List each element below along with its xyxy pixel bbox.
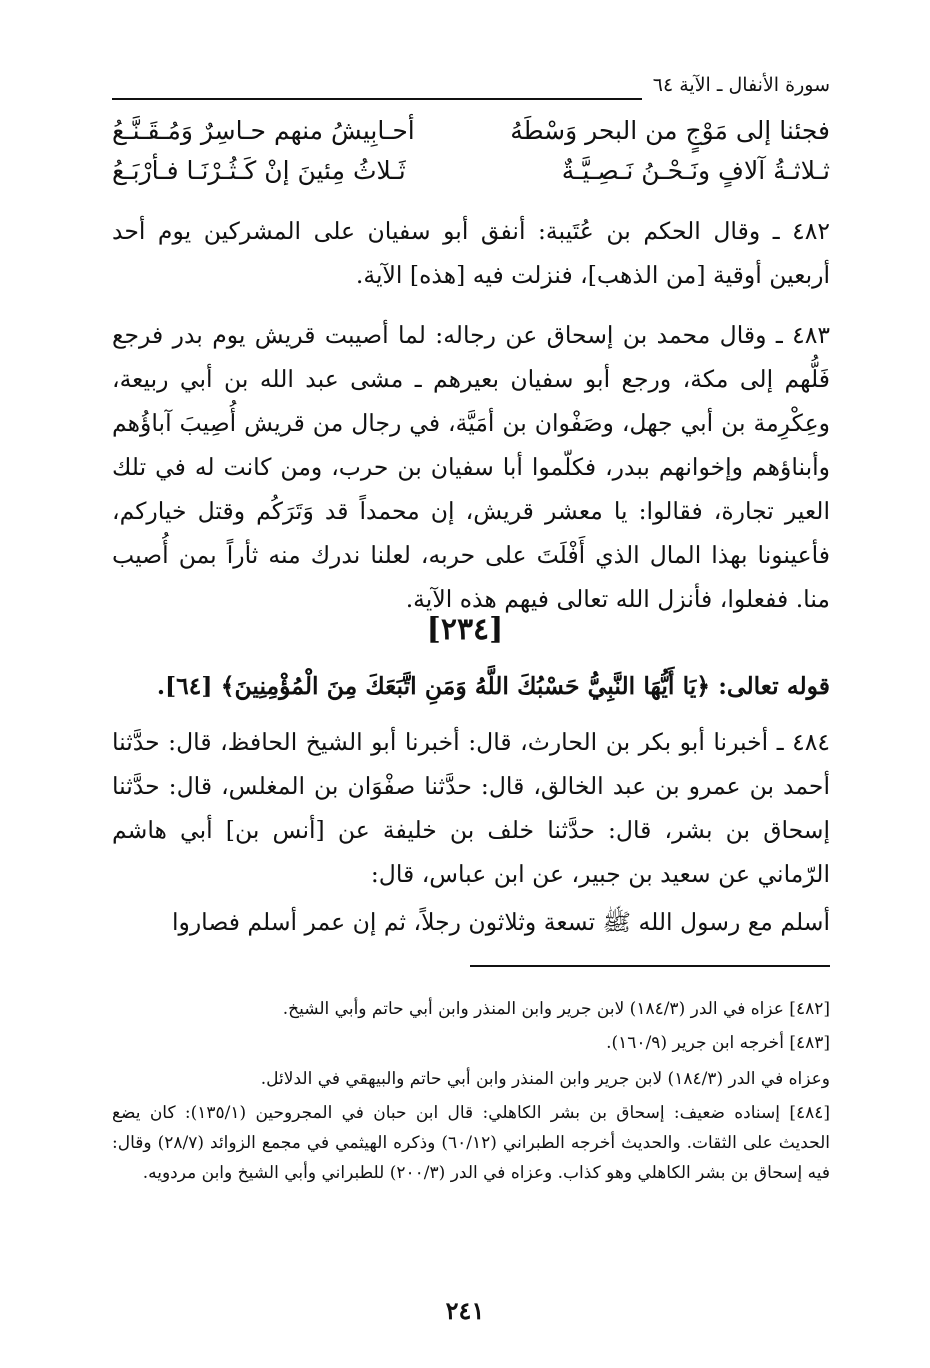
narration-484-text: أسلم مع رسول الله ﷺ تسعة وثلاثون رجلاً، ثم إن عمر أسلم فصاروا (171, 908, 830, 936)
footnote-separator (470, 965, 830, 967)
section-number: [٢٣٤] (426, 612, 504, 647)
poem-hemistich: ثـلاثـةُ آلافٍ ونَـحْـنُ نَـصِـيَّـةٌ (561, 156, 830, 185)
poem-hemistich: أحـابِيشُ منهم حـاسِرٌ وَمُـقَـنَّـعُ (112, 116, 415, 145)
narration-482: ٤٨٢ ـ وقال الحكم بن عُتَيبة: أنفق أبو سفيان على المشركين يوم أحد أربعين أوقية [من الذهب]، فنزلت فيه [هذه] الآية. (112, 217, 830, 289)
poem-hemistich: ثَـلاثُ مِئينَ إنْ كَـثُـرْنَـا فـأرْبَـعُ (112, 156, 406, 185)
footnote: [٤٨٣] أخرجه ابن جرير (١٦٠/٩). (606, 1033, 830, 1053)
narration-484: ٤٨٤ ـ أخبرنا أبو بكر بن الحارث، قال: أخبرنا أبو الشيخ الحافظ، قال: حدَّثنا أحمد بن عمرو بن عبد الخالق، قال: حدَّثنا صفْوَان بن المغلس، قال: حدَّثنا إسحاق بن بشر، قال: حدَّثنا خلف بن خليفة عن [أنس بن] أبي هاشم الرّماني عن سعيد بن جبير، عن ابن عباس، قال: (112, 728, 830, 888)
poem-hemistich: فجئنا إلى مَوْجٍ من البحر وَسْطَهُ (510, 116, 830, 145)
footnote: [٤٨٤] إسناده ضعيف: إسحاق بن بشر الكاهلي: قال ابن حبان في المجروحين (١٣٥/١): كان يضع الحديث على الثقات. والحديث أخرجه الطبراني (٦٠/١٢) وذكره الهيثمي في مجمع الزوائد (٢٨/٧) وقال: فيه إسحاق بن بشر الكاهلي وهو كذاب. وعزاه في الدر (٢٠٠/٣) للطبراني وأبي الشيخ وابن مردويه. (112, 1103, 831, 1183)
header-rule (112, 98, 642, 100)
poem-line-2 (112, 156, 830, 196)
running-title: سورة الأنفال ـ الآية ٦٤ (652, 74, 830, 96)
page-header (112, 74, 830, 100)
page-number: ٢٤١ (445, 1296, 485, 1325)
footnote: وعزاه في الدر (١٨٤/٣) لابن جرير وابن المنذر وابن أبي حاتم والبيهقي في الدلائل. (260, 1069, 830, 1089)
poem-line-1 (112, 116, 830, 156)
verse-intro: قوله تعالى: ﴿يَا أَيُّهَا النَّبِيُّ حَسْبُكَ اللَّهُ وَمَنِ اتَّبَعَكَ مِنَ الْمُؤْمِنِينَ﴾ [٦٤]. (156, 672, 830, 700)
narration-483: ٤٨٣ ـ وقال محمد بن إسحاق عن رجاله: لما أصيبت قريش يوم بدر فرجع فَلُّهم إلى مكة، ورجع أبو سفيان بعيرهم ـ مشى عبد الله بن أبي ربيعة، وعِكْرِمة بن أبي جهل، وصَفْوان بن أمَيَّة، في رجال من قريش أُصِيبَ آباؤُهم وأبناؤهم وإخوانهم ببدر، فكلّموا أبا سفيان بن حرب، ومن كانت له في تلك العير تجارة، فقالوا: يا معشر قريش، إن محمداً قد وَتَرَكُم وقتل خياركم، فأعينونا بهذا المال الذي أَفْلَتَ على حربه، لعلنا ندرك منه ثأراً بمن أُصيب منا. ففعلوا، فأنزل الله تعالى فيهم هذه الآية. (112, 321, 830, 613)
footnote: [٤٨٢] عزاه في الدر (١٨٤/٣) لابن جرير وابن المنذر وابن أبي حاتم وأبي الشيخ. (282, 999, 830, 1019)
